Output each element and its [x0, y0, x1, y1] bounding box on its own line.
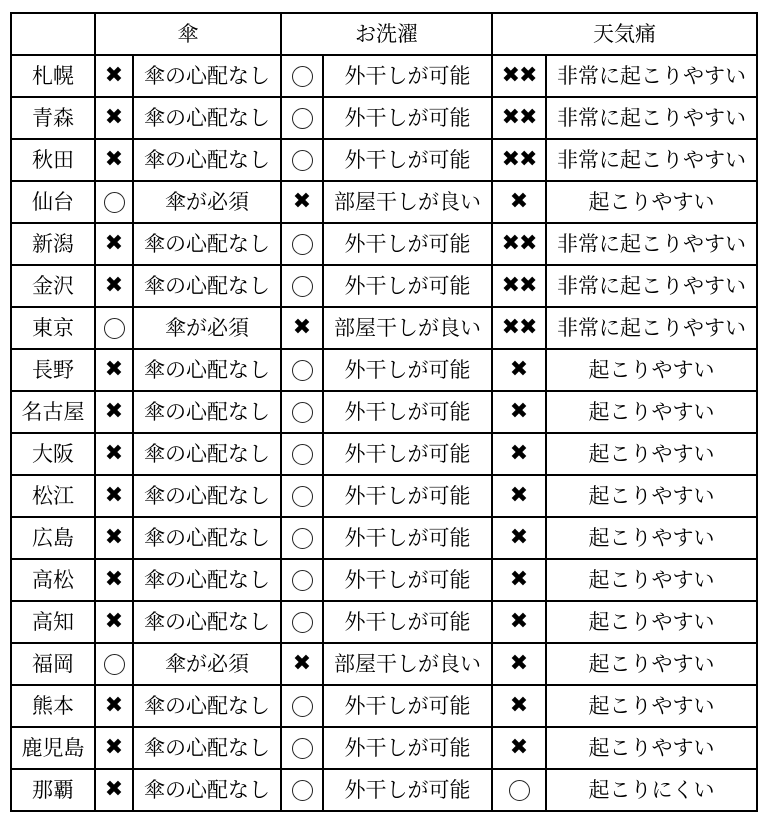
- umbrella-mark: [95, 643, 133, 685]
- laundry-mark: [281, 517, 323, 559]
- cross-icon: ✖: [104, 399, 124, 424]
- laundry-mark: [281, 55, 323, 97]
- cross-icon: ✖: [104, 357, 124, 382]
- laundry-mark: [281, 685, 323, 727]
- laundry-text: 外干しが可能: [323, 559, 492, 601]
- cross-icon: ✖: [104, 483, 124, 508]
- cross-icon: ✖: [104, 693, 124, 718]
- header-corner: [11, 13, 95, 55]
- pain-mark: [492, 97, 546, 139]
- circle-icon: [292, 402, 313, 423]
- laundry-mark: [281, 265, 323, 307]
- circle-icon: [292, 66, 313, 87]
- laundry-mark: [281, 223, 323, 265]
- table-row: [11, 349, 757, 391]
- umbrella-text: 傘の心配なし: [133, 55, 281, 97]
- laundry-text: 外干しが可能: [323, 601, 492, 643]
- pain-mark: [492, 265, 546, 307]
- table-row: [11, 55, 757, 97]
- city-name: 金沢: [11, 265, 95, 307]
- table-row: [11, 181, 757, 223]
- table-row: [11, 265, 757, 307]
- pain-text: 非常に起こりやすい: [546, 307, 757, 349]
- city-name: 秋田: [11, 139, 95, 181]
- laundry-text: 外干しが可能: [323, 55, 492, 97]
- header-umbrella: 傘: [95, 13, 281, 55]
- laundry-text: 外干しが可能: [323, 349, 492, 391]
- cross-icon: ✖: [104, 777, 124, 802]
- umbrella-mark: [95, 97, 133, 139]
- laundry-mark: [281, 601, 323, 643]
- laundry-mark: [281, 181, 323, 223]
- cross-icon: ✖: [104, 525, 124, 550]
- pain-text: 起こりやすい: [546, 433, 757, 475]
- city-name: 鹿児島: [11, 727, 95, 769]
- circle-icon: [292, 696, 313, 717]
- umbrella-text: 傘の心配なし: [133, 97, 281, 139]
- laundry-mark: [281, 475, 323, 517]
- city-name: 福岡: [11, 643, 95, 685]
- pain-text: 起こりやすい: [546, 685, 757, 727]
- laundry-mark: [281, 559, 323, 601]
- table-row: [11, 727, 757, 769]
- umbrella-mark: [95, 517, 133, 559]
- pain-mark: [492, 139, 546, 181]
- laundry-mark: [281, 391, 323, 433]
- cross-icon: ✖: [509, 525, 529, 550]
- table-row: [11, 685, 757, 727]
- cross-icon: ✖: [509, 189, 529, 214]
- umbrella-text: 傘の心配なし: [133, 727, 281, 769]
- city-name: 高知: [11, 601, 95, 643]
- double-cross-icon: ✖✖: [501, 231, 537, 256]
- umbrella-text: 傘の心配なし: [133, 391, 281, 433]
- city-name: 札幌: [11, 55, 95, 97]
- cross-icon: ✖: [292, 315, 312, 340]
- circle-icon: [509, 780, 530, 801]
- pain-mark: [492, 433, 546, 475]
- circle-icon: [104, 654, 125, 675]
- cross-icon: ✖: [104, 147, 124, 172]
- laundry-text: 部屋干しが良い: [323, 643, 492, 685]
- pain-text: 起こりやすい: [546, 475, 757, 517]
- double-cross-icon: ✖✖: [501, 63, 537, 88]
- forecast-table: [10, 12, 758, 812]
- cross-icon: ✖: [104, 441, 124, 466]
- circle-icon: [104, 192, 125, 213]
- city-name: 松江: [11, 475, 95, 517]
- cross-icon: ✖: [104, 105, 124, 130]
- umbrella-text: 傘の心配なし: [133, 265, 281, 307]
- pain-mark: [492, 223, 546, 265]
- circle-icon: [292, 570, 313, 591]
- laundry-mark: [281, 97, 323, 139]
- table-row: [11, 433, 757, 475]
- umbrella-mark: [95, 55, 133, 97]
- cross-icon: ✖: [509, 399, 529, 424]
- pain-mark: [492, 181, 546, 223]
- table-row: [11, 307, 757, 349]
- umbrella-mark: [95, 349, 133, 391]
- pain-mark: [492, 727, 546, 769]
- umbrella-mark: [95, 475, 133, 517]
- pain-mark: [492, 349, 546, 391]
- laundry-mark: [281, 307, 323, 349]
- pain-mark: [492, 475, 546, 517]
- table-row: [11, 475, 757, 517]
- pain-text: 非常に起こりやすい: [546, 55, 757, 97]
- umbrella-text: 傘の心配なし: [133, 139, 281, 181]
- double-cross-icon: ✖✖: [501, 147, 537, 172]
- laundry-text: 外干しが可能: [323, 433, 492, 475]
- umbrella-text: 傘の心配なし: [133, 601, 281, 643]
- cross-icon: ✖: [104, 567, 124, 592]
- laundry-mark: [281, 769, 323, 811]
- umbrella-mark: [95, 223, 133, 265]
- circle-icon: [292, 444, 313, 465]
- umbrella-text: 傘が必須: [133, 307, 281, 349]
- table-row: [11, 517, 757, 559]
- pain-mark: [492, 769, 546, 811]
- pain-mark: [492, 391, 546, 433]
- table-row: [11, 223, 757, 265]
- pain-text: 起こりやすい: [546, 517, 757, 559]
- table-row: [11, 601, 757, 643]
- circle-icon: [292, 150, 313, 171]
- pain-mark: [492, 307, 546, 349]
- double-cross-icon: ✖✖: [501, 105, 537, 130]
- pain-mark: [492, 517, 546, 559]
- umbrella-text: 傘の心配なし: [133, 685, 281, 727]
- laundry-text: 外干しが可能: [323, 475, 492, 517]
- umbrella-mark: [95, 601, 133, 643]
- umbrella-mark: [95, 769, 133, 811]
- umbrella-mark: [95, 685, 133, 727]
- circle-icon: [292, 276, 313, 297]
- table-body: [11, 55, 757, 811]
- pain-text: 起こりやすい: [546, 601, 757, 643]
- pain-text: 起こりやすい: [546, 559, 757, 601]
- city-name: 大阪: [11, 433, 95, 475]
- umbrella-mark: [95, 265, 133, 307]
- pain-text: 起こりやすい: [546, 391, 757, 433]
- cross-icon: ✖: [509, 567, 529, 592]
- cross-icon: ✖: [104, 63, 124, 88]
- table-row: [11, 769, 757, 811]
- table-row: [11, 559, 757, 601]
- pain-text: 起こりにくい: [546, 769, 757, 811]
- circle-icon: [292, 108, 313, 129]
- cross-icon: ✖: [104, 735, 124, 760]
- city-name: 広島: [11, 517, 95, 559]
- city-name: 新潟: [11, 223, 95, 265]
- laundry-mark: [281, 727, 323, 769]
- pain-text: 非常に起こりやすい: [546, 97, 757, 139]
- umbrella-text: 傘の心配なし: [133, 433, 281, 475]
- laundry-text: 外干しが可能: [323, 139, 492, 181]
- umbrella-text: 傘の心配なし: [133, 559, 281, 601]
- circle-icon: [292, 360, 313, 381]
- umbrella-mark: [95, 307, 133, 349]
- circle-icon: [292, 780, 313, 801]
- table-row: [11, 643, 757, 685]
- cross-icon: ✖: [509, 357, 529, 382]
- umbrella-text: 傘が必須: [133, 643, 281, 685]
- cross-icon: ✖: [104, 273, 124, 298]
- umbrella-mark: [95, 181, 133, 223]
- pain-mark: [492, 685, 546, 727]
- pain-text: 起こりやすい: [546, 727, 757, 769]
- city-name: 熊本: [11, 685, 95, 727]
- double-cross-icon: ✖✖: [501, 273, 537, 298]
- laundry-text: 外干しが可能: [323, 391, 492, 433]
- cross-icon: ✖: [509, 483, 529, 508]
- laundry-mark: [281, 433, 323, 475]
- double-cross-icon: ✖✖: [501, 315, 537, 340]
- laundry-mark: [281, 139, 323, 181]
- umbrella-mark: [95, 727, 133, 769]
- laundry-text: 外干しが可能: [323, 685, 492, 727]
- umbrella-mark: [95, 139, 133, 181]
- city-name: 高松: [11, 559, 95, 601]
- circle-icon: [292, 486, 313, 507]
- laundry-text: 外干しが可能: [323, 769, 492, 811]
- cross-icon: ✖: [104, 609, 124, 634]
- cross-icon: ✖: [509, 735, 529, 760]
- cross-icon: ✖: [509, 693, 529, 718]
- pain-text: 非常に起こりやすい: [546, 139, 757, 181]
- cross-icon: ✖: [509, 441, 529, 466]
- city-name: 名古屋: [11, 391, 95, 433]
- city-name: 那覇: [11, 769, 95, 811]
- pain-text: 起こりやすい: [546, 643, 757, 685]
- laundry-mark: [281, 349, 323, 391]
- umbrella-mark: [95, 559, 133, 601]
- pain-text: 起こりやすい: [546, 181, 757, 223]
- cross-icon: ✖: [509, 651, 529, 676]
- cross-icon: ✖: [104, 231, 124, 256]
- table-row: [11, 391, 757, 433]
- circle-icon: [104, 318, 125, 339]
- umbrella-mark: [95, 391, 133, 433]
- umbrella-mark: [95, 433, 133, 475]
- pain-mark: [492, 559, 546, 601]
- circle-icon: [292, 612, 313, 633]
- table-row: [11, 97, 757, 139]
- cross-icon: ✖: [292, 651, 312, 676]
- laundry-text: 外干しが可能: [323, 223, 492, 265]
- pain-mark: [492, 55, 546, 97]
- pain-text: 起こりやすい: [546, 349, 757, 391]
- city-name: 青森: [11, 97, 95, 139]
- laundry-mark: [281, 643, 323, 685]
- city-name: 仙台: [11, 181, 95, 223]
- header-row: [11, 13, 757, 55]
- laundry-text: 部屋干しが良い: [323, 181, 492, 223]
- umbrella-text: 傘の心配なし: [133, 223, 281, 265]
- umbrella-text: 傘の心配なし: [133, 475, 281, 517]
- pain-mark: [492, 643, 546, 685]
- header-laundry: お洗濯: [281, 13, 492, 55]
- city-name: 長野: [11, 349, 95, 391]
- circle-icon: [292, 738, 313, 759]
- laundry-text: 外干しが可能: [323, 727, 492, 769]
- pain-mark: [492, 601, 546, 643]
- circle-icon: [292, 234, 313, 255]
- city-name: 東京: [11, 307, 95, 349]
- table-row: [11, 139, 757, 181]
- umbrella-text: 傘の心配なし: [133, 769, 281, 811]
- cross-icon: ✖: [509, 609, 529, 634]
- cross-icon: ✖: [292, 189, 312, 214]
- laundry-text: 外干しが可能: [323, 517, 492, 559]
- pain-text: 非常に起こりやすい: [546, 265, 757, 307]
- umbrella-text: 傘の心配なし: [133, 517, 281, 559]
- umbrella-text: 傘が必須: [133, 181, 281, 223]
- laundry-text: 外干しが可能: [323, 265, 492, 307]
- laundry-text: 部屋干しが良い: [323, 307, 492, 349]
- header-weather-pain: 天気痛: [492, 13, 757, 55]
- circle-icon: [292, 528, 313, 549]
- pain-text: 非常に起こりやすい: [546, 223, 757, 265]
- umbrella-text: 傘の心配なし: [133, 349, 281, 391]
- laundry-text: 外干しが可能: [323, 97, 492, 139]
